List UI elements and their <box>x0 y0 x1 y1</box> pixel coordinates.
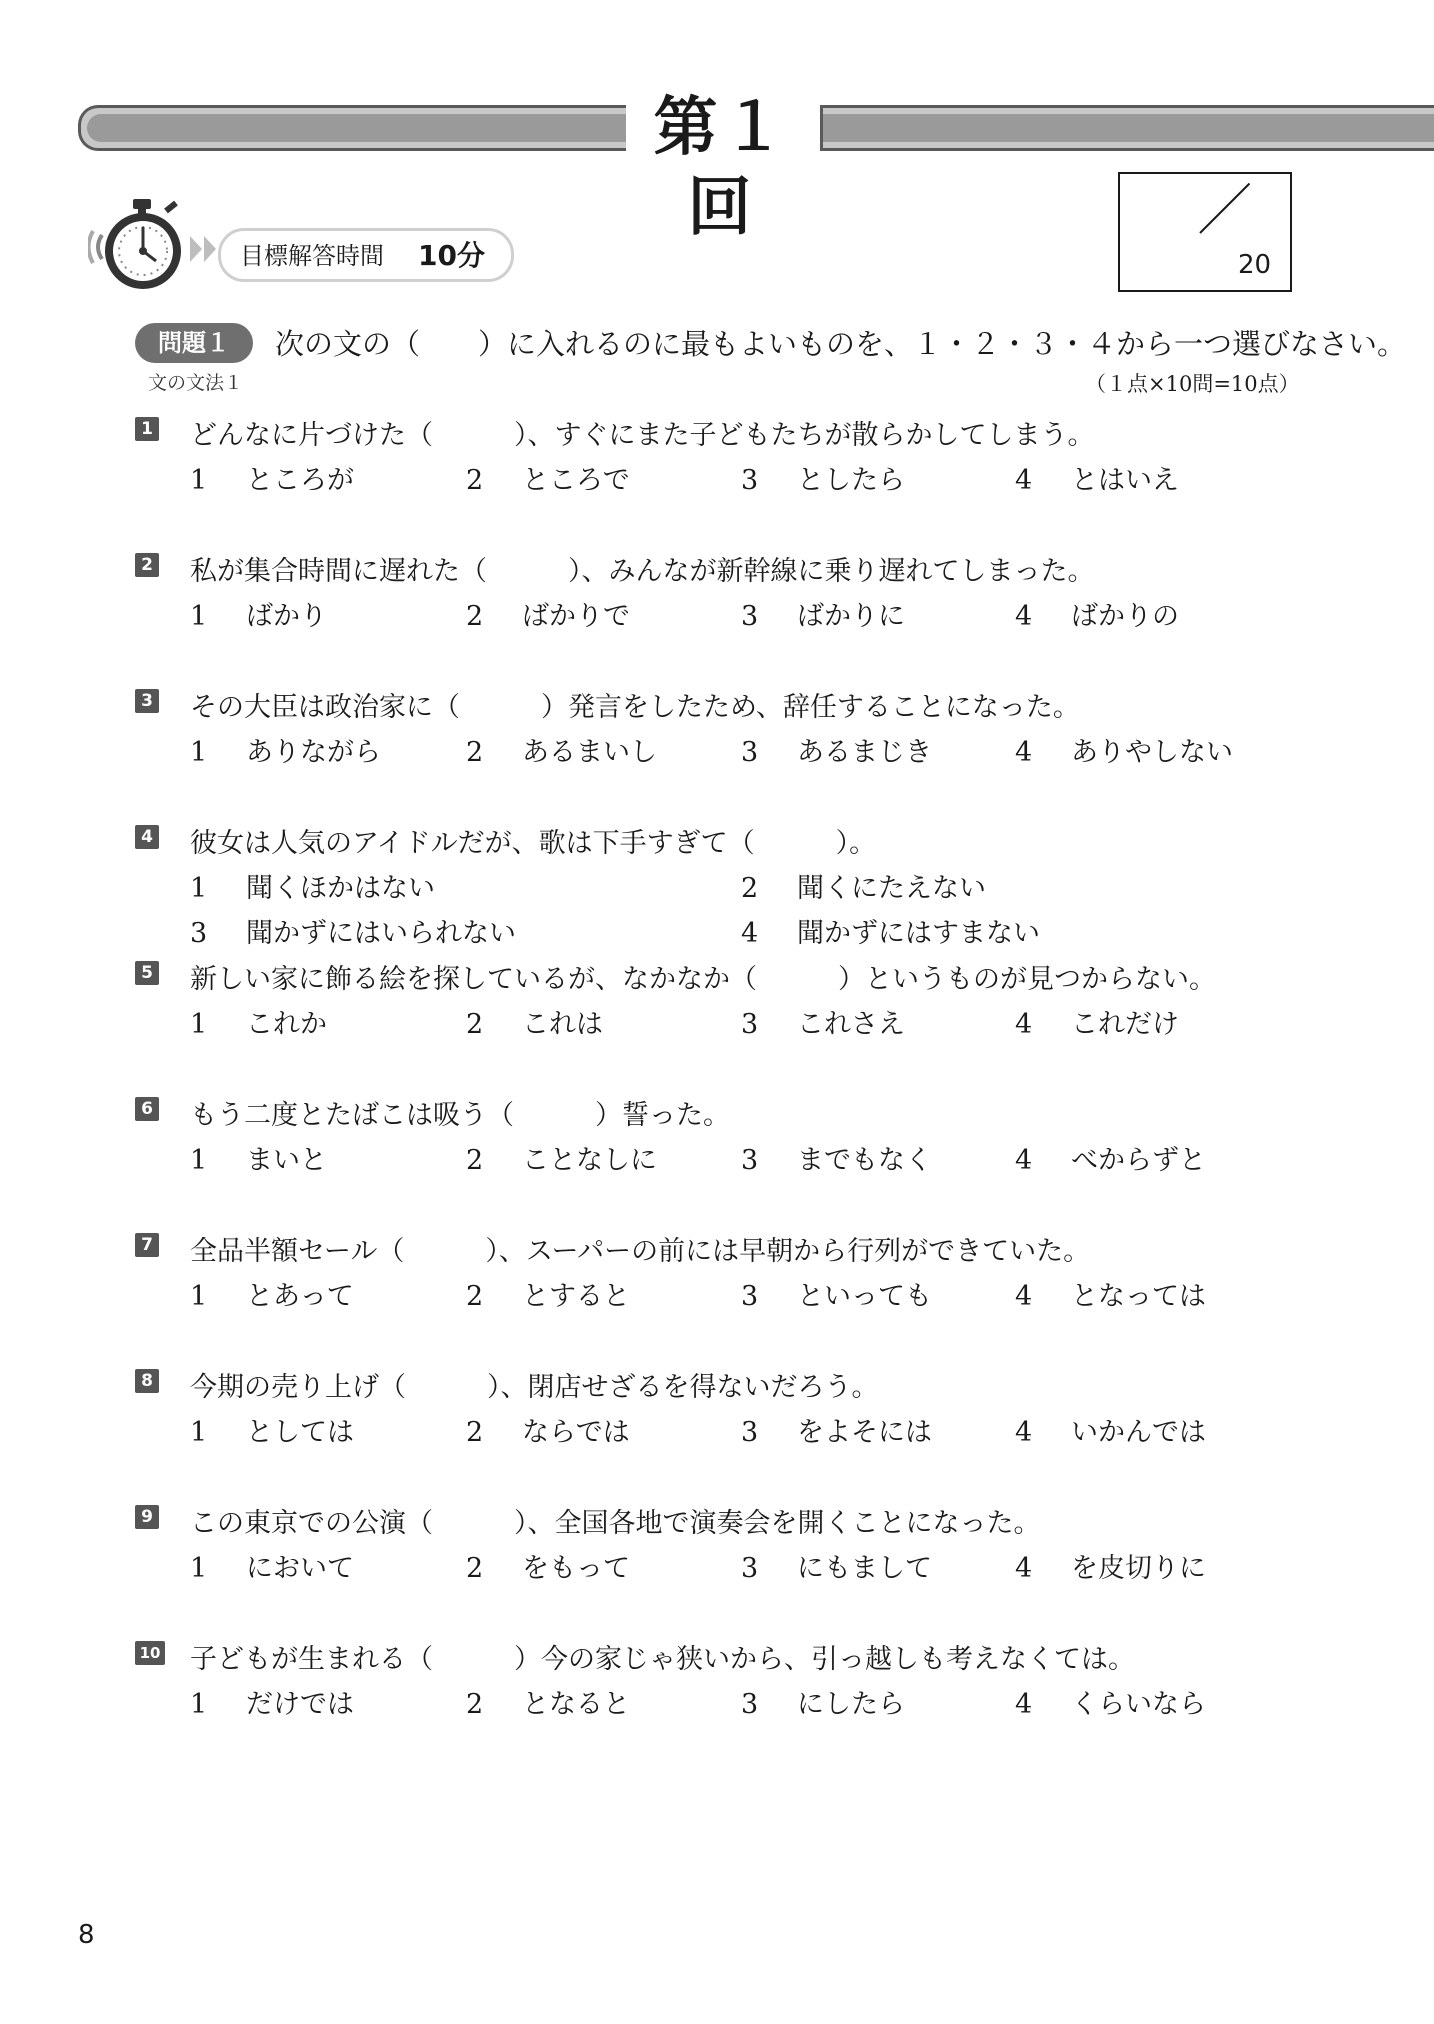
option-text: 聞かずにはすまない <box>797 918 1040 949</box>
answer-option[interactable] <box>1015 1546 1206 1585</box>
answer-option[interactable] <box>466 1410 630 1449</box>
option-text: とあって <box>246 1281 354 1312</box>
answer-option[interactable] <box>741 911 1040 950</box>
answer-option[interactable] <box>190 730 381 769</box>
answer-option[interactable] <box>190 1410 354 1449</box>
option-number: 4 <box>1015 1009 1033 1040</box>
option-text: これは <box>522 1009 603 1040</box>
option-number: 3 <box>190 918 208 949</box>
item-stem: その大臣は政治家に（ ）発言をしたため、辞任することになった。 <box>190 692 1080 723</box>
answer-option[interactable] <box>741 866 986 905</box>
option-text: ばかり <box>246 601 327 632</box>
option-text: ならでは <box>522 1417 630 1448</box>
option-number: 2 <box>466 1145 484 1176</box>
option-text: 聞くにたえない <box>797 873 986 904</box>
answer-option[interactable] <box>190 1682 354 1721</box>
option-text: にもまして <box>797 1553 932 1584</box>
option-number: 4 <box>1015 1417 1033 1448</box>
answer-option[interactable] <box>190 1138 327 1177</box>
option-text: あるまいし <box>522 737 657 768</box>
answer-option[interactable] <box>741 594 905 633</box>
answer-option[interactable] <box>190 1546 354 1585</box>
item-number: 3 <box>135 689 159 713</box>
option-text: ところが <box>246 465 354 496</box>
option-text: ことなしに <box>522 1145 657 1176</box>
option-text: これさえ <box>797 1009 905 1040</box>
option-number: 4 <box>1015 1689 1033 1720</box>
answer-option[interactable] <box>1015 730 1233 769</box>
question-subtitle: 文の文法１ <box>148 372 244 394</box>
page-title: 第１回 <box>653 91 790 245</box>
answer-option[interactable] <box>466 1274 630 1313</box>
option-number: 4 <box>1015 1553 1033 1584</box>
option-number: 3 <box>741 1281 759 1312</box>
option-text: をよそには <box>797 1417 932 1448</box>
option-text: これだけ <box>1071 1009 1179 1040</box>
answer-option[interactable] <box>741 1274 932 1313</box>
option-text: とはいえ <box>1071 465 1179 496</box>
page-number: 8 <box>78 1920 95 1950</box>
answer-option[interactable] <box>1015 1138 1206 1177</box>
answer-option[interactable] <box>190 1274 354 1313</box>
item-number: 2 <box>135 553 159 577</box>
item-stem: 全品半額セール（ ）、スーパーの前には早朝から行列ができていた。 <box>190 1236 1091 1267</box>
option-text: いかんでは <box>1071 1417 1206 1448</box>
item-number: 8 <box>135 1369 159 1393</box>
option-text: としては <box>246 1417 354 1448</box>
option-number: 4 <box>741 918 759 949</box>
option-text: とすると <box>522 1281 630 1312</box>
option-text: にしたら <box>797 1689 905 1720</box>
header-bar-right <box>820 105 1434 151</box>
item-stem: どんなに片づけた（ ）、すぐにまた子どもたちが散らかしてしまう。 <box>190 420 1095 451</box>
option-text: まいと <box>246 1145 327 1176</box>
option-number: 3 <box>741 601 759 632</box>
option-number: 1 <box>190 1145 208 1176</box>
answer-option[interactable] <box>466 1138 657 1177</box>
answer-option[interactable] <box>741 1682 905 1721</box>
item-number: 1 <box>135 417 159 441</box>
answer-option[interactable] <box>741 1410 932 1449</box>
option-text: ありながら <box>246 737 381 768</box>
option-text: としたら <box>797 465 905 496</box>
answer-option[interactable] <box>1015 594 1179 633</box>
option-number: 4 <box>1015 1145 1033 1176</box>
answer-option[interactable] <box>1015 1682 1206 1721</box>
option-number: 1 <box>190 601 208 632</box>
option-text: 聞くほかはない <box>246 873 435 904</box>
header-bar-left <box>78 105 626 151</box>
option-number: 4 <box>1015 465 1033 496</box>
option-number: 1 <box>190 873 208 904</box>
option-text: べからずと <box>1071 1145 1206 1176</box>
option-number: 2 <box>466 1553 484 1584</box>
option-number: 1 <box>190 737 208 768</box>
question-badge: 問題１ <box>135 323 253 363</box>
answer-option[interactable] <box>1015 1410 1206 1449</box>
target-time-value: 10分 <box>418 239 485 272</box>
option-number: 3 <box>741 1009 759 1040</box>
option-text: ばかりに <box>797 601 905 632</box>
option-text: といっても <box>797 1281 932 1312</box>
option-text: だけでは <box>246 1689 354 1720</box>
answer-option[interactable] <box>466 1682 630 1721</box>
question-instruction: 次の文の（ ）に入れるのに最もよいものを、１・２・３・４から一つ選びなさい。 <box>275 327 1407 361</box>
option-number: 4 <box>1015 737 1033 768</box>
option-number: 1 <box>190 1417 208 1448</box>
answer-option[interactable] <box>190 911 516 950</box>
target-time-label: 目標解答時間 <box>240 242 384 270</box>
option-number: 2 <box>466 1009 484 1040</box>
option-number: 2 <box>466 465 484 496</box>
answer-option[interactable] <box>466 594 630 633</box>
item-stem: 新しい家に飾る絵を探しているが、なかなか（ ）というものが見つからない。 <box>190 964 1216 995</box>
option-number: 1 <box>190 1689 208 1720</box>
score-denominator: 20 <box>1238 250 1272 280</box>
option-text: となっては <box>1071 1281 1206 1312</box>
item-stem: この東京での公演（ ）、全国各地で演奏会を開くことになった。 <box>190 1508 1041 1539</box>
option-number: 1 <box>190 465 208 496</box>
option-number: 2 <box>466 1417 484 1448</box>
option-number: 2 <box>466 1689 484 1720</box>
option-number: 2 <box>466 737 484 768</box>
item-number: 6 <box>135 1097 159 1121</box>
option-number: 3 <box>741 1417 759 1448</box>
option-text: ありやしない <box>1071 737 1233 768</box>
option-text: あるまじき <box>797 737 932 768</box>
option-number: 3 <box>741 737 759 768</box>
item-number: 7 <box>135 1233 159 1257</box>
answer-option[interactable] <box>741 1546 932 1585</box>
answer-option[interactable] <box>1015 1002 1179 1041</box>
option-number: 1 <box>190 1281 208 1312</box>
item-number: 4 <box>135 825 159 849</box>
option-text: くらいなら <box>1071 1689 1206 1720</box>
option-number: 3 <box>741 1145 759 1176</box>
answer-option[interactable] <box>190 866 435 905</box>
option-number: 3 <box>741 1553 759 1584</box>
answer-option[interactable] <box>466 1546 630 1585</box>
answer-option[interactable] <box>741 1138 932 1177</box>
stopwatch-icon <box>88 195 198 295</box>
option-number: 3 <box>741 1689 759 1720</box>
option-text: において <box>246 1553 354 1584</box>
option-text: までもなく <box>797 1145 932 1176</box>
option-number: 3 <box>741 465 759 496</box>
option-text: ところで <box>522 465 630 496</box>
answer-option[interactable] <box>190 1002 327 1041</box>
option-number: 1 <box>190 1553 208 1584</box>
option-number: 4 <box>1015 601 1033 632</box>
question-points: （１点×10問=10点） <box>1085 372 1300 396</box>
answer-option[interactable] <box>1015 1274 1206 1313</box>
option-text: ばかりで <box>522 601 630 632</box>
answer-option[interactable] <box>741 1002 905 1041</box>
option-number: 1 <box>190 1009 208 1040</box>
item-stem: 子どもが生まれる（ ）今の家じゃ狭いから、引っ越しも考えなくては。 <box>190 1644 1135 1675</box>
item-stem: 今期の売り上げ（ ）、閉店せざるを得ないだろう。 <box>190 1372 879 1403</box>
option-text: これか <box>246 1009 327 1040</box>
answer-option[interactable] <box>741 458 905 497</box>
answer-option[interactable] <box>1015 458 1179 497</box>
answer-option[interactable] <box>741 730 932 769</box>
option-text: となると <box>522 1689 630 1720</box>
option-number: 2 <box>741 873 759 904</box>
item-stem: もう二度とたばこは吸う（ ）誓った。 <box>190 1100 730 1131</box>
item-number: 10 <box>135 1641 165 1665</box>
item-stem: 彼女は人気のアイドルだが、歌は下手すぎて（ ）。 <box>190 828 877 859</box>
answer-option[interactable] <box>190 458 354 497</box>
answer-option[interactable] <box>466 1002 603 1041</box>
option-text: を皮切りに <box>1071 1553 1206 1584</box>
answer-option[interactable] <box>466 458 630 497</box>
item-number: 5 <box>135 961 159 985</box>
item-number: 9 <box>135 1505 159 1529</box>
option-text: をもって <box>522 1553 630 1584</box>
option-number: 2 <box>466 1281 484 1312</box>
option-text: ばかりの <box>1071 601 1179 632</box>
item-stem: 私が集合時間に遅れた（ ）、みんなが新幹線に乗り遅れてしまった。 <box>190 556 1095 587</box>
option-number: 2 <box>466 601 484 632</box>
option-number: 4 <box>1015 1281 1033 1312</box>
answer-option[interactable] <box>466 730 657 769</box>
answer-option[interactable] <box>190 594 327 633</box>
option-text: 聞かずにはいられない <box>246 918 516 949</box>
